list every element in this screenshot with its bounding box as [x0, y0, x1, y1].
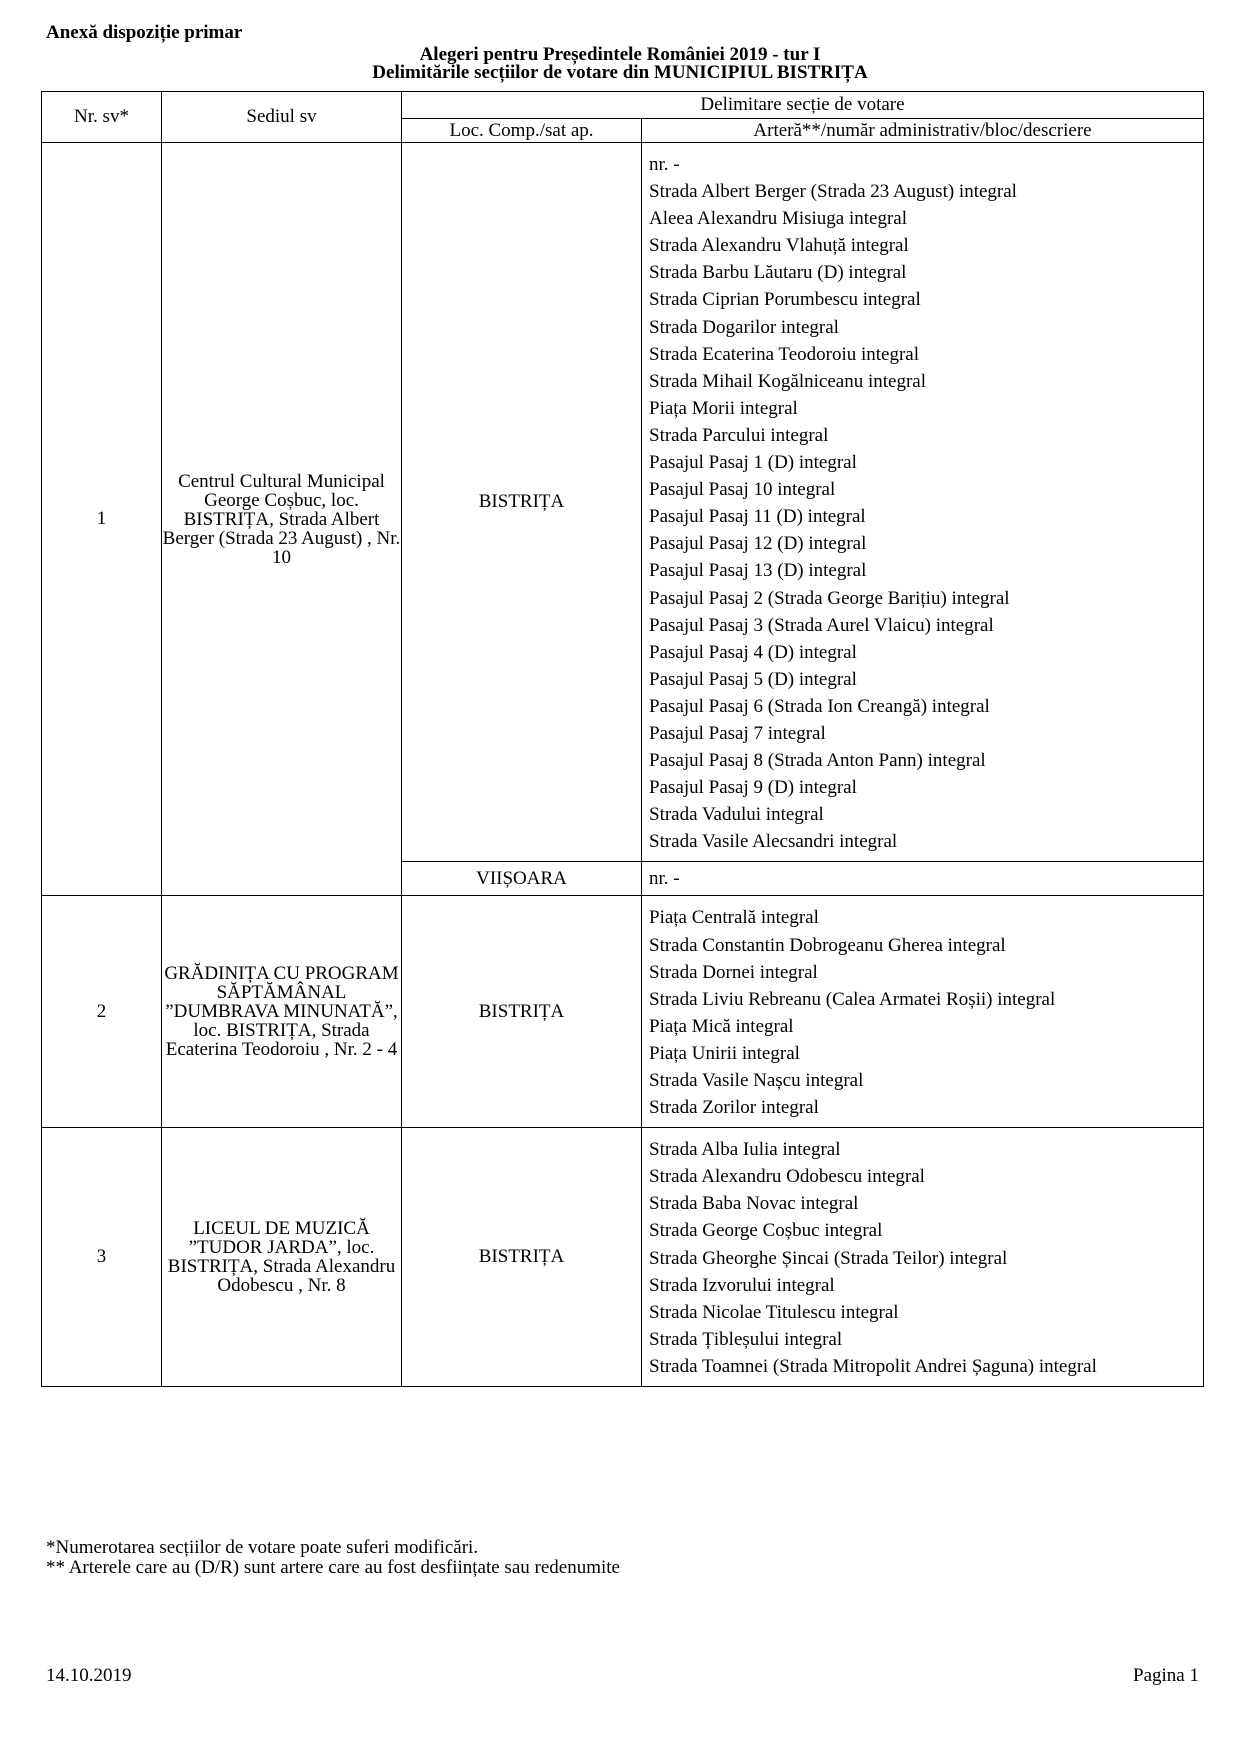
street-item: Strada Constantin Dobrogeanu Gherea integral: [649, 934, 1006, 956]
annex-label: Anexă dispoziție primar: [46, 22, 243, 43]
street-item: Pasajul Pasaj 11 (D) integral: [649, 506, 866, 528]
section-locality: BISTRIȚA: [402, 1128, 642, 1387]
col-header-nr: Nr. sv*: [42, 92, 162, 143]
footnote-numbering: *Numerotarea secțiilor de votare poate suferi modificări.: [46, 1537, 479, 1558]
section-headquarters: GRĂDINIȚA CU PROGRAM SĂPTĂMÂNAL ”DUMBRAVA MINUNATĂ”, loc. BISTRIȚA, Strada Ecaterina Teodoroiu , Nr. 2 - 4: [162, 896, 402, 1128]
street-item: Strada Liviu Rebreanu (Calea Armatei Roșii) integral: [649, 988, 1056, 1010]
section-locality: BISTRIȚA: [402, 896, 642, 1128]
page-number: Pagina 1: [1133, 1665, 1199, 1686]
street-item: Strada Nicolae Titulescu integral: [649, 1301, 899, 1323]
section-streets: [642, 143, 1204, 862]
section-locality: VIIȘOARA: [402, 862, 642, 896]
section-number: 3: [42, 1128, 162, 1387]
street-item: Pasajul Pasaj 7 integral: [649, 722, 826, 744]
street-item: Strada Parcului integral: [649, 424, 829, 446]
street-item: Pasajul Pasaj 5 (D) integral: [649, 668, 857, 690]
street-item: Piața Morii integral: [649, 397, 798, 419]
street-item: Strada Toamnei (Strada Mitropolit Andrei Șaguna) integral: [649, 1355, 1097, 1377]
street-item: Piața Centrală integral: [649, 907, 819, 929]
street-item: Strada Alba Iulia integral: [649, 1139, 841, 1161]
street-item: Strada Ciprian Porumbescu integral: [649, 289, 921, 311]
section-streets: nr. -: [642, 862, 1204, 896]
street-item: Strada Alexandru Odobescu integral: [649, 1166, 925, 1188]
street-item: Piața Mică integral: [649, 1015, 794, 1037]
street-item: nr. -: [649, 154, 680, 175]
document-date: 14.10.2019: [46, 1665, 132, 1686]
street-item: Strada Dogarilor integral: [649, 316, 839, 338]
street-item: Strada Vasile Nașcu integral: [649, 1070, 864, 1091]
section-headquarters: Centrul Cultural Municipal George Coșbuc, loc. BISTRIȚA, Strada Albert Berger (Strada 23 August) , Nr. 10: [162, 143, 402, 896]
street-item: Strada Izvorului integral: [649, 1274, 835, 1296]
street-item: Pasajul Pasaj 2 (Strada George Barițiu) integral: [649, 587, 1010, 609]
section-streets: [642, 1128, 1204, 1387]
street-item: Pasajul Pasaj 8 (Strada Anton Pann) integral: [649, 750, 986, 772]
street-item: Strada Mihail Kogălniceanu integral: [649, 370, 926, 392]
street-item: Strada Dornei integral: [649, 961, 818, 983]
section-row: [42, 1128, 1204, 1387]
street-item: Strada Țibleșului integral: [649, 1328, 843, 1350]
sections-table: [41, 91, 1204, 1387]
street-item: Strada Gheorghe Șincai (Strada Teilor) integral: [649, 1247, 1008, 1269]
document-subtitle: Delimitările secțiilor de votare din MUNICIPIUL BISTRIȚA: [372, 62, 868, 83]
street-item: Pasajul Pasaj 3 (Strada Aurel Vlaicu) integral: [649, 614, 994, 636]
street-item: Strada Alexandru Vlahuță integral: [649, 235, 909, 257]
col-header-sediu: Sediul sv: [162, 92, 402, 143]
street-item: Strada Albert Berger (Strada 23 August) integral: [649, 181, 1017, 203]
street-item: Pasajul Pasaj 6 (Strada Ion Creangă) integral: [649, 695, 990, 717]
street-item: Pasajul Pasaj 9 (D) integral: [649, 777, 857, 799]
street-item: Pasajul Pasaj 1 (D) integral: [649, 452, 857, 474]
col-header-loc: Loc. Comp./sat ap.: [402, 119, 642, 143]
street-item: Aleea Alexandru Misiuga integral: [649, 208, 908, 230]
section-number: 2: [42, 896, 162, 1128]
street-item: Strada Barbu Lăutaru (D) integral: [649, 262, 907, 284]
footnote-arteries: ** Arterele care au (D/R) sunt artere care au fost desființate sau redenumite: [46, 1557, 620, 1578]
section-headquarters: LICEUL DE MUZICĂ ”TUDOR JARDA”, loc. BISTRIȚA, Strada Alexandru Odobescu , Nr. 8: [162, 1128, 402, 1387]
street-item: Strada Ecaterina Teodoroiu integral: [649, 343, 920, 365]
street-item: Pasajul Pasaj 10 integral: [649, 479, 836, 501]
street-item: Pasajul Pasaj 13 (D) integral: [649, 560, 867, 582]
street-item: Pasajul Pasaj 12 (D) integral: [649, 533, 867, 555]
col-header-artera: Arteră**/număr administrativ/bloc/descriere: [642, 119, 1204, 143]
section-locality: BISTRIȚA: [402, 143, 642, 862]
street-item: Strada Zorilor integral: [649, 1097, 819, 1119]
street-item: Pasajul Pasaj 4 (D) integral: [649, 641, 857, 663]
street-item: Strada Baba Novac integral: [649, 1193, 859, 1215]
street-item: Strada Vadului integral: [649, 804, 824, 826]
section-streets: [642, 896, 1204, 1128]
street-item: Strada Vasile Alecsandri integral: [649, 831, 898, 853]
street-item: Strada George Coșbuc integral: [649, 1220, 883, 1242]
street-item: Piața Unirii integral: [649, 1042, 800, 1064]
section-number: 1: [42, 143, 162, 896]
document-title: Alegeri pentru Președintele României 2019 - tur I: [419, 44, 821, 65]
section-row: [42, 896, 1204, 1128]
section-row: [42, 143, 1204, 862]
col-header-delimitare: Delimitare secție de votare: [402, 92, 1204, 119]
